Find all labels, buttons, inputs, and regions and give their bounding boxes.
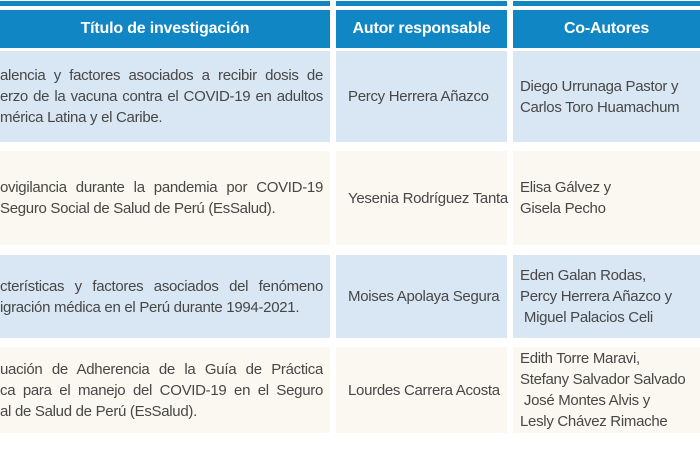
row2-coauthors-cell <box>513 151 700 245</box>
column-header-titulo-label: Título de investigación <box>80 20 250 37</box>
row1-author-cell <box>336 51 507 142</box>
text-line: Edith Torre Maravi, <box>520 350 640 367</box>
row1-author-name: Percy Herrera Añazco <box>348 88 489 105</box>
column-header-titulo <box>0 10 330 48</box>
row4-author-cell <box>336 347 507 433</box>
top-sliver-col3 <box>513 1 700 6</box>
row4-coauthors-cell <box>513 347 700 433</box>
row1-title-cell <box>0 51 330 142</box>
row1-coauthors-cell <box>513 51 700 142</box>
row2-title-cell <box>0 151 330 245</box>
column-header-coautores-label: Co-Autores <box>563 20 650 37</box>
text-line: Carlos Toro Huamachum <box>520 98 680 116</box>
text-line: José Montes Alvis y <box>520 392 650 409</box>
text-line: Lesly Chávez Rimache <box>520 413 668 430</box>
top-sliver-col1 <box>0 1 330 6</box>
row3-author-cell <box>336 255 507 338</box>
text-line: Percy Herrera Añazco y <box>520 288 672 305</box>
column-header-autor-label: Autor responsable <box>352 20 491 37</box>
text-line: ovigilancia durante la pandemia por COVID-19 <box>0 179 323 196</box>
row3-coauthors-cell <box>513 255 700 338</box>
text-line: Miguel Palacios Celi <box>520 309 653 326</box>
text-line: ca para el manejo del COVID-19 en el Seguro <box>0 381 323 399</box>
text-line: Seguro Social de Salud de Perú (EsSalud). <box>0 200 276 217</box>
text-line: uación de Adherencia de la Guía de Práctica <box>0 360 323 378</box>
text-line: Gisela Pecho <box>520 200 606 217</box>
text-line: mérica Latina y el Caribe. <box>0 109 163 126</box>
row3-title-cell <box>0 255 330 338</box>
text-line: Diego Urrunaga Pastor y <box>520 77 679 95</box>
text-line: Stefany Salvador Salvado <box>520 371 686 388</box>
row2-author-cell <box>336 151 507 245</box>
top-sliver-col2 <box>336 1 507 6</box>
text-line: cterísticas y factores asociados del fenómeno <box>0 277 323 295</box>
row4-author-name: Lourdes Carrera Acosta <box>348 381 500 399</box>
text-line: Elisa Gálvez y <box>520 179 611 196</box>
text-line: al de Salud de Perú (EsSalud). <box>0 402 197 420</box>
text-line: erzo de la vacuna contra el COVID-19 en adultos <box>0 88 323 105</box>
column-header-autor <box>336 10 507 48</box>
row4-title-cell <box>0 347 330 433</box>
column-header-coautores <box>513 10 700 48</box>
text-line: Eden Galan Rodas, <box>520 267 646 284</box>
text-line: igración médica en el Perú durante 1994-2021. <box>0 298 300 316</box>
row3-author-name: Moises Apolaya Segura <box>348 288 500 305</box>
row2-author-name: Yesenia Rodríguez Tanta <box>348 189 508 207</box>
text-line: alencia y factores asociados a recibir dosis de <box>0 67 323 84</box>
